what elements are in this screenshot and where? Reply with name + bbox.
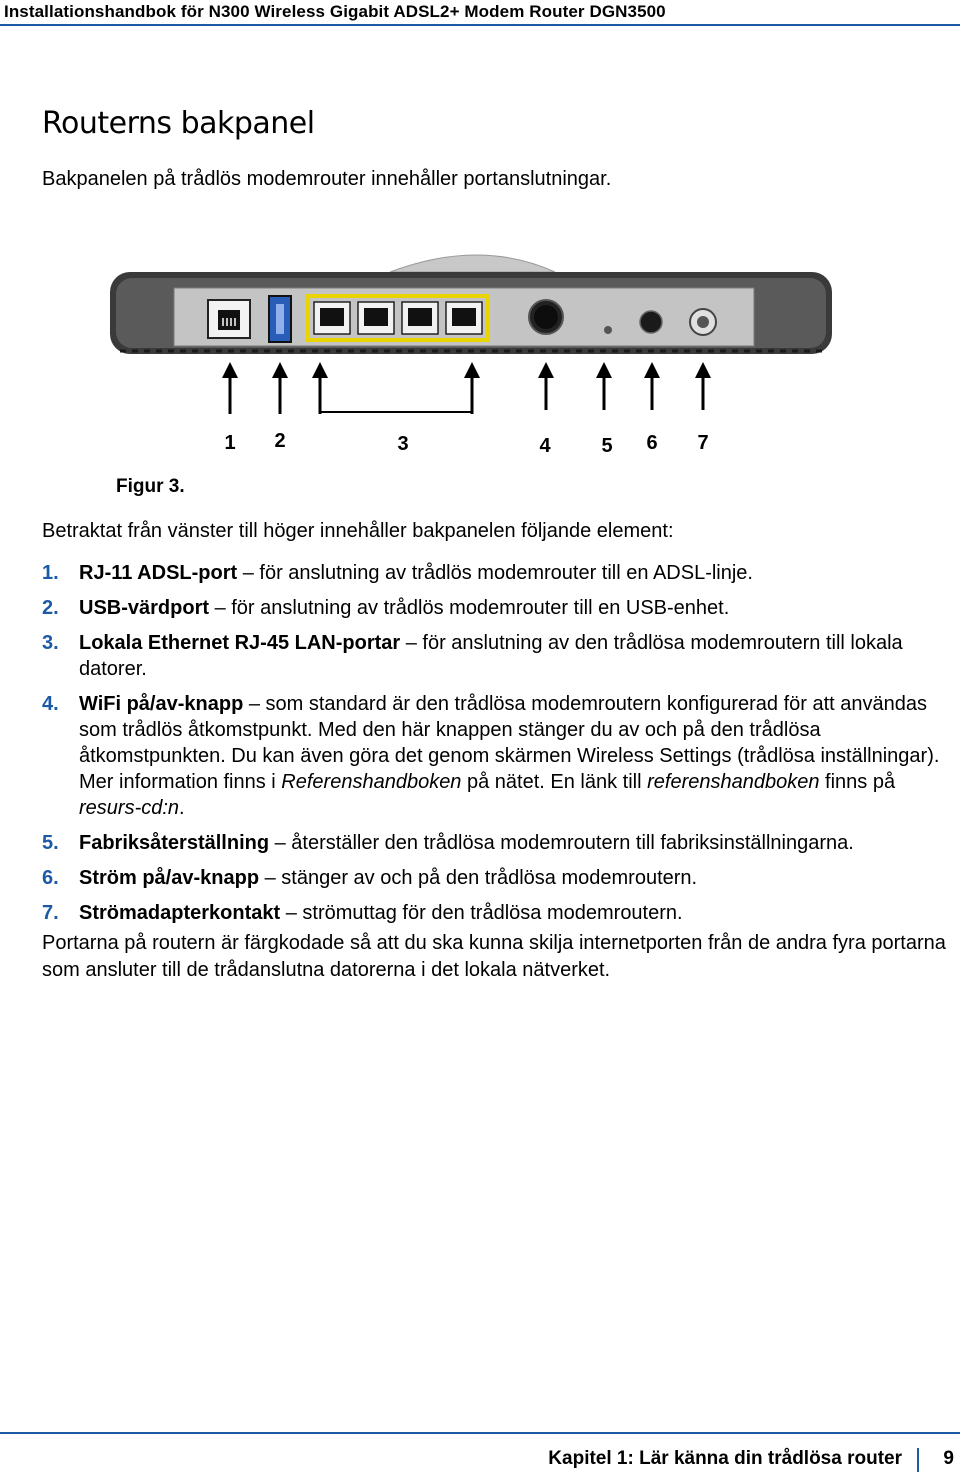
usb-port: [269, 296, 291, 342]
callout-5: 5: [601, 435, 613, 457]
footer-divider: [917, 1448, 919, 1472]
reference-manual-link-text: Referenshandboken: [281, 771, 462, 793]
list-item-wifi-button: [42, 691, 957, 821]
item-number: 6.: [42, 867, 59, 889]
section-title: Routerns bakpanel: [42, 106, 315, 141]
closing-paragraph: Portarna på routern är färgkodade så att du ska kunna skilja internetporten från de andra fyra portarna som ansluter till de trådanslutna datorerna i det lokala nätverket.: [42, 932, 946, 981]
item-text: – strömuttag för den trådlösa modemroutern.: [280, 902, 683, 924]
item-text: – för anslutning av den trådlösa modemroutern till lokala datorer.: [79, 632, 903, 680]
lan-port-1: [314, 302, 350, 334]
item-text: – för anslutning av trådlös modemrouter till en USB-enhet.: [209, 597, 730, 619]
figure-caption: Figur 3.: [116, 476, 185, 497]
item-term: RJ-11 ADSL-port: [79, 562, 238, 584]
list-item-rj11: [42, 560, 957, 586]
callout-labels: [224, 430, 708, 457]
item-text: – stänger av och på den trådlösa modemroutern.: [259, 867, 698, 889]
lan-port-4: [446, 302, 482, 334]
list-item-power-button: [42, 865, 957, 891]
running-header: [0, 0, 960, 26]
callout-6: 6: [646, 432, 658, 454]
item-text: på nätet. En länk till: [461, 771, 648, 793]
callout-1: 1: [224, 432, 236, 454]
lan-port-2: [358, 302, 394, 334]
factory-reset-pinhole: [604, 326, 612, 334]
wifi-onoff-button: [529, 300, 563, 334]
item-number: 5.: [42, 832, 59, 854]
page-footer: [0, 1432, 960, 1476]
page-number: 9: [943, 1448, 954, 1469]
power-onoff-button: [640, 311, 662, 333]
list-item-factory-reset: [42, 830, 957, 856]
item-number: 4.: [42, 693, 59, 715]
callout-7: 7: [697, 432, 709, 454]
chapter-title: Kapitel 1: Lär känna din trådlösa router: [548, 1448, 902, 1469]
item-number: 3.: [42, 632, 59, 654]
item-term: Strömadapterkontakt: [79, 902, 281, 924]
item-number: 2.: [42, 597, 59, 619]
callout-3: 3: [397, 433, 409, 455]
list-item-lan: [42, 630, 957, 682]
router-back-panel-figure: [100, 244, 840, 474]
item-text: – som standard är den trådlösa modemroutern konfigurerad för att användas som trådlös åtkomstpunkt. Med den här knappen stänger du av och på den trådlösa åtkomstpunkten. Du kan även göra det genom skärmen Wireless Settings (trådlösa inställningar). Mer information finns i: [79, 693, 940, 793]
item-text: – för anslutning av trådlös modemrouter till en ADSL-linje.: [237, 562, 753, 584]
back-panel-element-list: [42, 560, 957, 935]
lan-port-3: [402, 302, 438, 334]
power-adapter-jack: [690, 309, 716, 335]
item-number: 1.: [42, 562, 59, 584]
resource-cd-text: resurs-cd:n: [79, 797, 180, 819]
list-lead: Betraktat från vänster till höger innehåller bakpanelen följande element:: [42, 520, 674, 542]
item-text: finns på: [819, 771, 896, 793]
document-title: Installationshandbok för N300 Wireless Gigabit ADSL2+ Modem Router DGN3500: [4, 2, 666, 21]
item-term: WiFi på/av-knapp: [79, 693, 244, 715]
rj11-adsl-port: [208, 300, 250, 338]
section-intro: Bakpanelen på trådlös modemrouter innehåller portanslutningar.: [42, 168, 612, 190]
callout-arrows: [222, 362, 711, 414]
list-item-power-adapter: [42, 900, 957, 926]
item-text: – återställer den trådlösa modemroutern till fabriksinställningarna.: [269, 832, 854, 854]
callout-4: 4: [539, 435, 551, 457]
antenna-dome: [390, 255, 555, 272]
item-term: Lokala Ethernet RJ-45 LAN-portar: [79, 632, 401, 654]
item-term: Ström på/av-knapp: [79, 867, 260, 889]
item-term: Fabriksåterställning: [79, 832, 270, 854]
item-text: .: [179, 797, 185, 819]
callout-2: 2: [274, 430, 286, 452]
list-item-usb: [42, 595, 957, 621]
item-term: USB-värdport: [79, 597, 210, 619]
reference-manual-text: referenshandboken: [647, 771, 820, 793]
item-number: 7.: [42, 902, 59, 924]
